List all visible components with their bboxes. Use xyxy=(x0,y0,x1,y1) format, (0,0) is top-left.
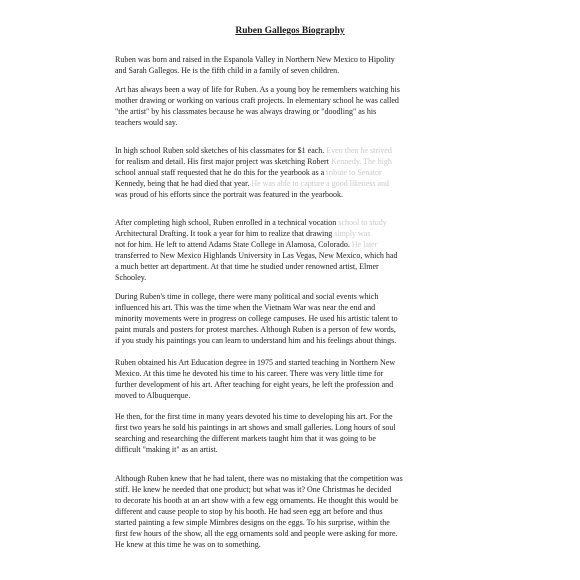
faded-text-segment: He was able to capture a good likeness and xyxy=(251,179,390,188)
text-segment: moved to Albuquerque. xyxy=(115,391,191,400)
text-segment: Art has always been a way of life for Ruben. As a young boy he remembers watching his xyxy=(115,85,400,94)
text-segment: Kennedy, being that he had died that year. xyxy=(115,179,252,188)
text-line xyxy=(115,217,480,228)
faded-text-segment: He later xyxy=(351,240,378,249)
text-line xyxy=(115,422,480,433)
text-segment: After completing high school, Ruben enrolled in a technical vocation xyxy=(115,218,339,227)
text-segment: to decorate his booth at an art show with a few egg ornaments. He thought this would be xyxy=(115,496,399,505)
document-title: Ruben Gallegos Biography xyxy=(235,26,345,36)
text-line xyxy=(115,302,480,313)
text-line xyxy=(115,324,480,335)
paragraph-birth xyxy=(115,54,480,76)
text-line xyxy=(115,54,480,65)
text-segment: influenced his art. This was the time when the Vietnam War was near the end and xyxy=(115,303,376,312)
text-segment: stiff. He knew he needed that one product; but what was it? One Christmas he decided xyxy=(115,485,392,494)
text-line xyxy=(115,368,480,379)
text-line xyxy=(115,189,480,200)
text-segment: started painting a few simple Mimbres designs on the eggs. To his surprise, within the xyxy=(115,518,390,527)
text-segment: Schooley. xyxy=(115,273,147,282)
text-line xyxy=(115,444,480,455)
text-segment: was proud of his efforts since the portrait was featured in the yearbook. xyxy=(115,190,344,199)
text-line xyxy=(115,528,480,539)
text-line xyxy=(115,95,480,106)
text-line xyxy=(115,261,480,272)
text-line xyxy=(115,517,480,528)
text-line xyxy=(115,495,480,506)
text-line xyxy=(115,411,480,422)
text-line xyxy=(115,473,480,484)
text-segment: paint murals and posters for protest marches. Although Ruben is a person of few words, xyxy=(115,325,396,334)
text-line xyxy=(115,390,480,401)
text-segment: Ruben was born and raised in the Espanola Valley in Northern New Mexico to Hipolity xyxy=(115,55,395,64)
text-segment: and Sarah Gallegos. He is the fifth child in a family of seven children. xyxy=(115,66,340,75)
text-line xyxy=(115,178,480,189)
text-segment: He knew at this time he was on to something. xyxy=(115,540,261,549)
text-line xyxy=(115,357,480,368)
text-segment: not for him. He left to attend Adams State College in Alamosa, Colorado. xyxy=(115,240,352,249)
text-segment: for realism and detail. His first major project was sketching Robert xyxy=(115,157,331,166)
text-line xyxy=(115,145,480,156)
text-line xyxy=(115,156,480,167)
text-segment: first two years he sold his paintings in art shows and small galleries. Long hours of soul xyxy=(115,423,396,432)
text-segment: school annual staff requested that he do this for the yearbook as a xyxy=(115,168,327,177)
faded-text-segment: school to study xyxy=(338,218,387,227)
text-line xyxy=(115,335,480,346)
paragraph-college xyxy=(115,217,480,283)
faded-text-segment: simply was xyxy=(334,229,371,238)
text-segment: difficult "making it" as an artist. xyxy=(115,445,218,454)
text-segment: He then, for the first time in many years devoted his time to developing his art. For the xyxy=(115,412,393,421)
text-segment: In high school Ruben sold sketches of his classmates for $1 each. xyxy=(115,146,327,155)
paragraph-political-influence xyxy=(115,291,480,346)
text-line xyxy=(115,539,480,550)
text-segment: During Ruben's time in college, there were many political and social events which xyxy=(115,292,379,301)
paragraph-egg-ornaments xyxy=(115,473,480,550)
faded-text-segment: Even then he strived xyxy=(326,146,392,155)
text-line xyxy=(115,250,480,261)
text-line xyxy=(115,167,480,178)
faded-text-segment: Kennedy. The high xyxy=(330,157,392,166)
text-line xyxy=(115,117,480,128)
text-line xyxy=(115,65,480,76)
text-line xyxy=(115,484,480,495)
text-line xyxy=(115,506,480,517)
text-line xyxy=(115,239,480,250)
text-line xyxy=(115,433,480,444)
text-segment: Architectural Drafting. It took a year for him to realize that drawing xyxy=(115,229,335,238)
faded-text-segment: tribute to Senator xyxy=(326,168,382,177)
text-segment: minority movements were in progress on college campuses. He used his artistic talent to xyxy=(115,314,398,323)
text-segment: mother drawing or working on various craft projects. In elementary school he was called xyxy=(115,96,399,105)
text-segment: teachers would say. xyxy=(115,118,178,127)
text-line xyxy=(115,379,480,390)
text-segment: Ruben obtained his Art Education degree in 1975 and started teaching in Northern New xyxy=(115,358,396,367)
paragraph-childhood-art xyxy=(115,84,480,128)
text-segment: "the artist" by his classmates because he was always drawing or "doodling" as his xyxy=(115,107,377,116)
text-segment: transferred to New Mexico Highlands University in Las Vegas, New Mexico, which had xyxy=(115,251,398,260)
text-segment: further development of his art. After teaching for eight years, he left the profession and xyxy=(115,380,394,389)
text-segment: a much better art department. At that time he studied under renowned artist, Elmer xyxy=(115,262,379,271)
text-segment: if you study his paintings you can learn to understand him and his feelings about things. xyxy=(115,336,397,345)
text-line xyxy=(115,84,480,95)
text-segment: Although Ruben knew that he had talent, there was no mistaking that the competition was xyxy=(115,474,403,483)
paragraph-high-school xyxy=(115,145,480,200)
text-line xyxy=(115,228,480,239)
text-line xyxy=(115,291,480,302)
text-segment: searching and researching the different markets taught him that it was going to be xyxy=(115,434,376,443)
text-line xyxy=(115,106,480,117)
text-segment: different and cause people to stop by his booth. He had seen egg art before and thus xyxy=(115,507,383,516)
text-line xyxy=(115,313,480,324)
text-line xyxy=(115,272,480,283)
text-segment: Mexico. At this time he devoted his time to his career. There was very little time for xyxy=(115,369,384,378)
text-segment: first few hours of the show, all the egg ornaments sold and people were asking for more. xyxy=(115,529,398,538)
paragraph-developing-art xyxy=(115,411,480,455)
paragraph-teaching-career xyxy=(115,357,480,401)
